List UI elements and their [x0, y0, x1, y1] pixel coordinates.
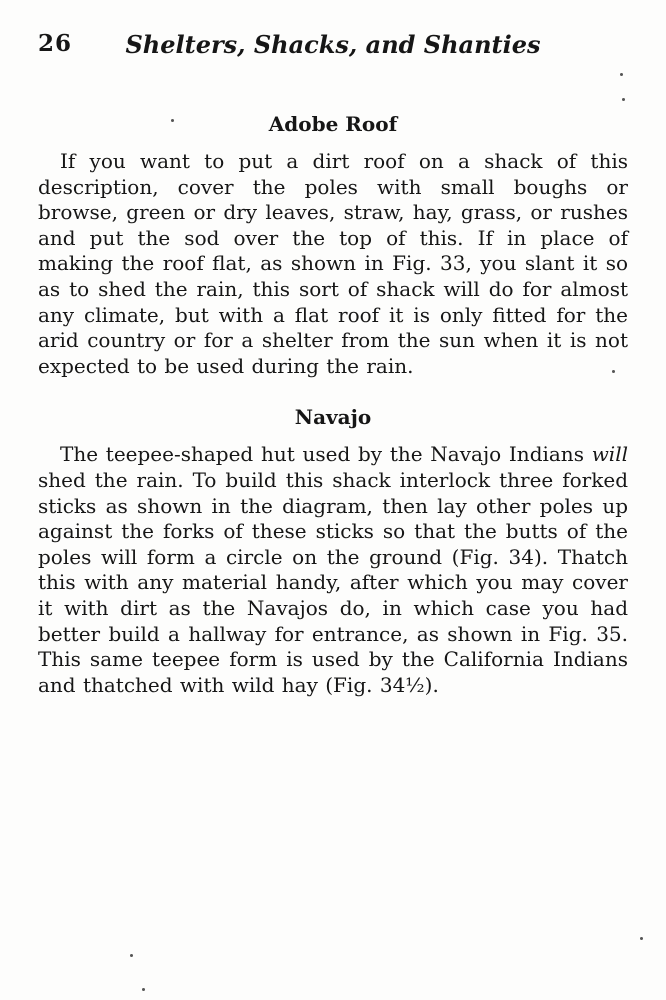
scan-speck — [622, 98, 625, 101]
section-heading-navajo: Navajo — [294, 405, 372, 430]
scan-speck — [171, 119, 174, 122]
paragraph-navajo-text-end: shed the rain. To build this shack interlock three forked sticks as shown in the diagram, then lay other poles up against the forks of these sticks so that the butts of the poles will form a circle on the ground (Fig. 34). Thatch this with any material handy, after which you may cover it with dirt as the Navajos do, in which case you had better build a hallway for entrance, as shown in Fig. 35. This same teepee form is used by the California Indians and thatched with wild hay (Fig. 34½). — [38, 467, 628, 697]
running-header — [38, 30, 628, 60]
paragraph-adobe-roof: If you want to put a dirt roof on a shack of this description, cover the poles with small boughs or browse, green or dry leaves, straw, hay, grass, or rushes and put the sod over the top of this. If in place of making the roof flat, as shown in Fig. 33, you slant it so as to shed the rain, this sort of shack will do for almost any climate, but with a flat roof it is only fitted for the arid country or for a shelter from the sun when it is not expected to be used during the rain. — [38, 149, 628, 378]
scan-speck — [640, 937, 643, 940]
scan-speck — [142, 988, 145, 991]
paragraph-navajo-italic-word: will — [591, 442, 628, 467]
scan-speck — [612, 370, 615, 373]
scan-speck — [130, 954, 133, 957]
running-title: Shelters, Shacks, and Shanties — [125, 30, 541, 59]
paragraph-navajo-text-start: The teepee-shaped hut used by the Navajo Indians — [60, 442, 592, 467]
page-content — [38, 30, 628, 698]
page-number: 26 — [38, 30, 73, 57]
paragraph-navajo — [38, 442, 628, 698]
section-heading-adobe-roof: Adobe Roof — [268, 112, 398, 136]
scan-speck — [620, 73, 623, 76]
